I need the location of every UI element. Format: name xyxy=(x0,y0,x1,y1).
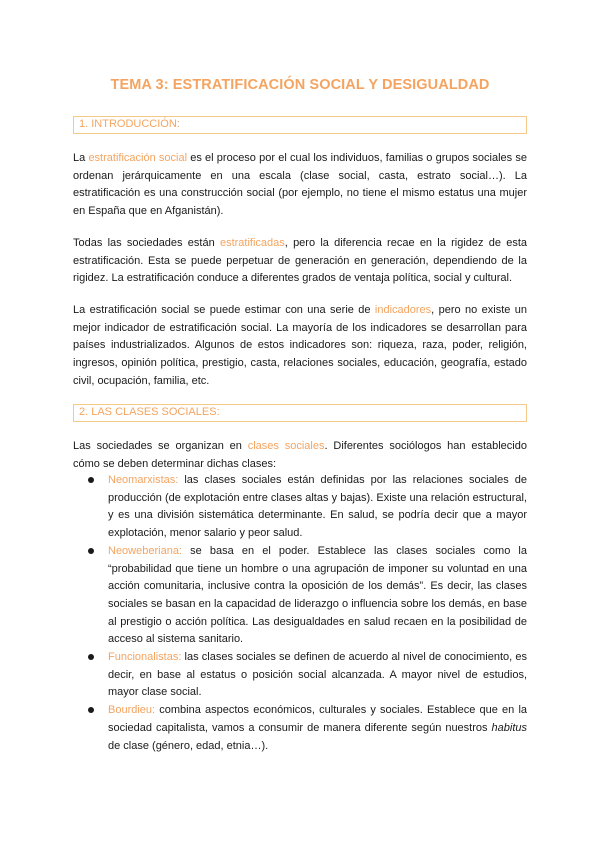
text: . Diferentes sociólogos han establecido cómo se deben determinar dichas clases: xyxy=(73,440,527,470)
bullet-icon xyxy=(88,548,94,554)
text: La estratificación social se puede estimar con una serie de xyxy=(73,304,375,316)
highlight-term: Funcionalistas: xyxy=(108,651,182,664)
text: Todas las sociedades están xyxy=(73,237,220,249)
text: es el proceso por el cual los individuos, familias o grupos sociales se ordenan jerárquicamente en una escala (clase social, casta, estrato social…). La estratificación es una construcción social (por ejemplo, no tiene el mismo estatus una mujer en España que en Afganistán). xyxy=(73,152,527,218)
document-title: TEMA 3: ESTRATIFICACIÓN SOCIAL Y DESIGUALDAD xyxy=(110,77,490,93)
text: las clases sociales están definidas por las relaciones sociales de producción (de explotación entre clases altas y bajas). Existe una relación estructural, y es una división sistemática determinante. En salud, se podría decir que a mayor explotación, menor salario y peor salud. xyxy=(108,474,527,540)
text: combina aspectos económicos, culturales y sociales. Establece que en la sociedad capitalista, vamos a consumir de manera diferente según nuestros xyxy=(108,704,527,734)
highlight-term: estratificación social xyxy=(88,152,188,164)
highlight-term: Neomarxistas: xyxy=(108,474,179,486)
italic-term: habitus xyxy=(491,721,527,734)
highlight-term: indicadores xyxy=(374,304,432,316)
section-heading-clases-sociales: 2. LAS CLASES SOCIALES: xyxy=(73,404,527,422)
list-item-neoweberiana xyxy=(73,543,527,649)
paragraph-estratificadas xyxy=(73,235,527,288)
paragraph-clases-sociales xyxy=(73,438,527,473)
paragraph-indicadores xyxy=(73,302,527,391)
text: , pero la diferencia recae en la rigidez de esta estratificación. Esta se puede perpetuar de generación en generación, dependiendo de la rigidez. La estratificación conduce a diferentes grados de ventaja política, social y cultural. xyxy=(73,237,528,285)
text: , pero no existe un mejor indicador de estratificación social. La mayoría de los indicadores se desarrollan para países industrializados. Algunos de estos indicadores son: riqueza, raza, poder, religión, ingresos, opinión política, prestigio, casta, relaciones sociales, educación, geografía, estado civil, ocupación, familia, etc. xyxy=(73,304,527,387)
text: Las sociedades se organizan en xyxy=(73,440,248,452)
highlight-term: clases sociales xyxy=(247,440,325,452)
text: La xyxy=(73,152,89,164)
text: de clase (género, edad, etnia…). xyxy=(108,739,269,752)
text: se basa en el poder. Establece las clases sociales como la “probabilidad que tiene un hombre o una agrupación de imponer su voluntad en una acción comunitaria, inclusive contra la oposición de los demás”. Es decir, las clases sociales se basan en la capacidad de liderazgo o influencia sobre los demás, en base al prestigio o acción política. Las desigualdades en salud recaen en la posibilidad de acceso al sistema sanitario. xyxy=(108,544,527,646)
list-item-bourdieu xyxy=(73,702,527,755)
highlight-term: Neoweberiana: xyxy=(108,544,182,557)
section-heading-introduccion: 1. INTRODUCCIÓN: xyxy=(73,116,527,134)
theories-list xyxy=(73,472,527,755)
highlight-term: estratificadas xyxy=(219,237,285,249)
highlight-term: Bourdieu: xyxy=(108,704,156,717)
bullet-icon xyxy=(88,654,94,660)
list-item-funcionalistas xyxy=(73,649,527,702)
bullet-icon xyxy=(88,707,94,713)
list-item-neomarxistas xyxy=(73,472,527,543)
bullet-icon xyxy=(88,477,94,483)
text: las clases sociales se definen de acuerdo al nivel de conocimiento, es decir, en base al estatus o posición social alcanzada. A mayor nivel de estudios, mayor clase social. xyxy=(108,651,527,699)
paragraph-estratificacion xyxy=(73,150,527,221)
